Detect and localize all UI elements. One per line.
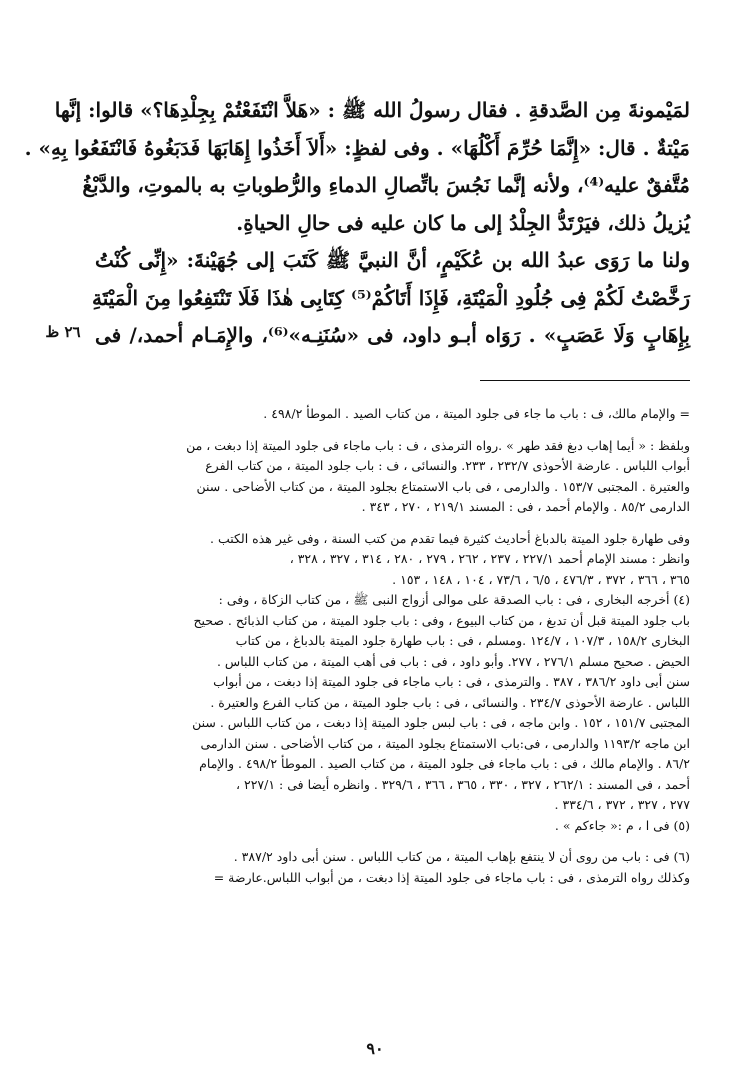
footnote-line: أبواب اللباس . عارضة الأحوذى ٢٣٢/٧ ، ٢٣٣. والنسائى ، ف : باب جلود الميتة ، من كتاب الفرع: [205, 458, 690, 473]
margin-manuscript-marker: ٢٦ ظ: [45, 323, 81, 341]
footnote-line: والعتيرة . المجتبى ١٥٣/٧ . والدارمى ، فى باب الاستمتاع بجلود الميتة ، من كتاب الأضاحى . سنن: [196, 478, 690, 494]
main-text-line: يُزيلُ ذلك، فيَرْتَدُّ الجِلْدُ إلى ما كان عليه فى حالِ الحياةِ.: [236, 210, 690, 235]
main-text-line: رَخَّصْتُ لَكُمْ فِى جُلُودِ الْمَيْتَةِ، فَإِذَا أَتَاكُمْ⁽⁵⁾ كِتَابِى هٰذَا فَلَا تَنْتَفِعُوا مِنَ الْمَيْتَةِ: [92, 285, 690, 310]
footnote-line: أحمد ، فى المسند : ٢٦٢/١ ، ٣٢٧ ، ٣٣٠ ، ٣٦٥ ، ٣٦٦ ، ٣٢٩/٦ . وانظره أيضا فى : ٢٢٧/١ ،: [235, 776, 690, 792]
main-text-line: لمَيْمونةَ مِن الصَّدقةِ . فقال رسولُ الله ﷺ : «هَلاَّ انْتَفَعْتُمْ بِجِلْدِهَا؟» قالوا: إنَّها: [54, 98, 690, 122]
footnote-line: البخارى ١٥٨/٢ ، ١٠٧/٣ ، ١٢٤/٧ .ومسلم ، فى : باب طهارة جلود الميتة بالدباغ ، من كتاب: [235, 633, 690, 648]
footnote-line: وكذلك رواه الترمذى ، فى : باب ماجاء فى جلود الميتة إذا دبغت ، من أبواب اللباس.عارضة =: [213, 869, 690, 885]
page-number: ٩٠: [366, 1039, 384, 1058]
footnote-line: وبلفظ : « أيما إهاب دبغ فقد طهر » .رواه الترمذى ، ف : باب ماجاء فى جلود الميتة إذا دبغت ، من: [186, 437, 690, 453]
footnote-line: ابن ماجه ١١٩٣/٢ والدارمى ، فى:باب الاستمتاع بجلود الميتة ، من كتاب الأضاحى . سنن الدارمى: [200, 735, 690, 751]
footnote-line: (٦) فى : باب من روى أن لا ينتفع بإهاب الميتة ، من كتاب اللباس . سنن أبى داود ٣٨٧/٢ .: [233, 849, 690, 864]
footnote-line: سنن أبى داود ٣٨٦/٢ ، ٣٨٧ . والترمذى ، فى : باب ماجاء فى جلود الميتة إذا دبغت ، من أبواب: [213, 674, 690, 689]
footnote-line: باب جلود الميتة قبل أن تدبغ ، من كتاب البيوع ، وفى : باب جلود الميتة ، من كتاب الذبائح . صحيح: [193, 612, 690, 628]
footnote-divider: [480, 380, 690, 381]
footnote-gap: [85, 425, 690, 436]
footnote-line: ٢٧٧ ، ٣٢٧ ، ٣٧٢ ، ٣٣٤/٦ .: [554, 797, 690, 812]
main-text-line: ولنا ما رَوَى عبدُ الله بن عُكَيْمٍ، أنَّ النبيَّ ﷺ كَتَبَ إلى جُهَيْنةَ: «إِنِّى كُنْتُ: [95, 248, 690, 272]
footnote-line: (٥) فى ا ، م :« جاءكم » .: [554, 817, 690, 833]
footnote-line: وانظر : مسند الإمام أحمد ٢٢٧/١ ، ٢٣٧ ، ٢٦٢ ، ٢٧٩ ، ٢٨٠ ، ٣١٤ ، ٣٢٧ ، ٣٢٨ ،: [289, 551, 690, 566]
footnote-gap: [85, 518, 690, 529]
footnote-line: الدارمى ٨٥/٢ . والإمام أحمد ، فى : المسند ٢١٩/١ ، ٢٧٠ ، ٣٤٣ .: [361, 499, 690, 514]
main-text-line: مُتَّفقٌ عليه⁽⁴⁾، ولأنه إنَّما نَجُسَ باتِّصالِ الدماءِ والرُّطوباتِ به بالموتِ، والدَّبْغُ: [82, 173, 690, 197]
footnotes: [85, 404, 690, 888]
footnote-line: ٣٦٥ ، ٣٦٦ ، ٣٧٢ ، ٤٧٦/٣ ، ٦/٥ ، ٧٣/٦ ، ١٠٤ ، ١٤٨ ، ١٥٣ .: [392, 571, 690, 587]
footnote-line: وفى طهارة جلود الميتة بالدباغ أحاديث كثيرة فيما تقدم من كتب السنة ، وفى غير هذه الكتب .: [210, 530, 690, 546]
main-text-line: بِإِهَابٍ وَلَا عَصَبٍ» . رَوَاه أبـو داود، فى «سُنَنِـه»⁽⁶⁾، والإِمَـام أحمد،/ فى: [95, 323, 690, 347]
footnote-gap: [85, 836, 690, 847]
footnote-line: (٤) أخرجه البخارى ، فى : باب الصدقة على موالى أزواج النبى ﷺ ، من كتاب الزكاة ، وفى :: [218, 592, 690, 607]
footnote-line: الحيض . صحيح مسلم ٢٧٦/١ ، ٢٧٧. وأبو داود ، فى : باب فى أهب الميتة ، من كتاب اللباس .: [216, 653, 690, 669]
footnote-line: المجتبى ١٥١/٧ ، ١٥٢ . وابن ماجه ، فى : باب لبس جلود الميتة إذا دبغت ، من كتاب اللباس . سنن: [192, 715, 690, 730]
footnote-line: اللباس . عارضة الأحوذى ٢٣٤/٧ . والنسائى ، فى : باب جلود الميتة ، من كتاب الفرع والعتيرة .: [210, 694, 690, 710]
footnote-line: = والإمام مالك، ف : باب ما جاء فى جلود الميتة ، من كتاب الصيد . الموطأ ٤٩٨/٢ .: [263, 406, 690, 421]
footnote-line: ٨٦/٢ . والإمام مالك ، فى : باب ماجاء فى جلود الميتة ، من كتاب الصيد . الموطأ ٤٩٨/٢ . والإمام: [199, 756, 690, 771]
main-text-line: مَيْتةٌ . قال: «إِنَّمَا حُرِّمَ أَكْلُهَا» . وفى لفظٍ: «أَلاَ أَخَذُوا إِهَابَهَا فَدَبَغُوهُ فَانْتَفَعُوا بِهِ» .: [24, 135, 690, 160]
